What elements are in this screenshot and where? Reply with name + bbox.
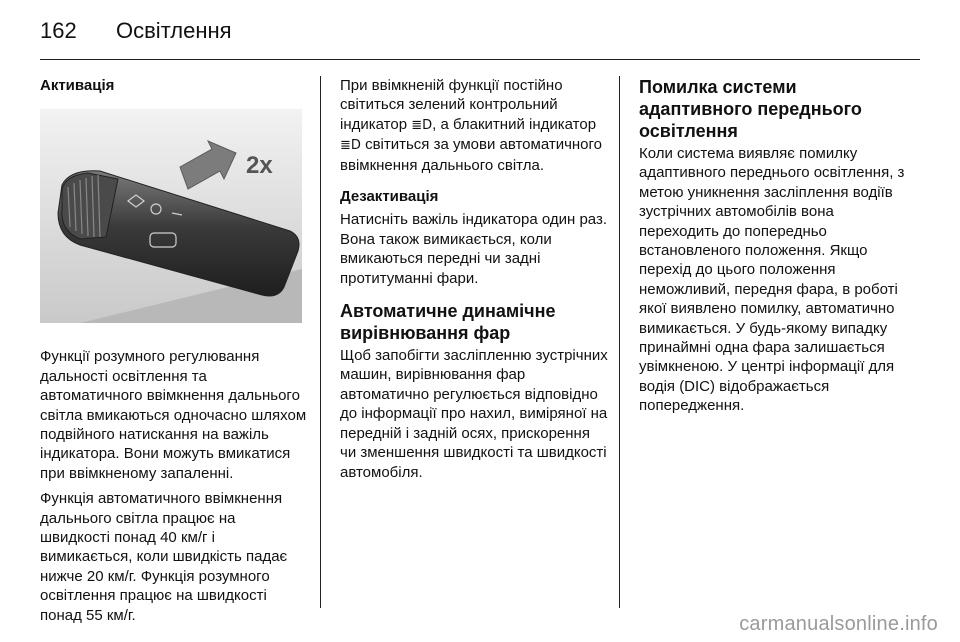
section-title: Автоматичне динамічне вирівнювання фар xyxy=(340,301,556,344)
paragraph: Коли система виявляє помилку адаптивного переднього освітлення, з метою уникнення засліплення водіїв зустрічних автомобілів вона переходить до попередньо встановленого положення. Якщо перехід до цього положення неможливий, передня фара, в роботі якої виявлено помилку, автоматично вимикається. У будь-якому випадку принаймні одна фара залишається увімкненою. У центрі інформації для водія (DIC) відображається попередження. xyxy=(639,145,905,415)
paragraph: Функція автоматичного ввімкнення дальнього світла працює на швидкості понад 40 км/г і вимикається, коли швидкість падає нижче 20 км/г. Функція розумного освітлення працює на швидкості понад 55 км/г. xyxy=(40,490,288,624)
stalk-illustration xyxy=(40,109,302,323)
column-divider-1 xyxy=(320,76,321,608)
activation-heading: Активація xyxy=(40,77,115,94)
page-title: Освітлення xyxy=(116,18,232,43)
paragraph: При ввімкненій функції постійно світиться зелений контрольний індикатор ≣D, а блакитний індикатор ≣D світиться за умови автоматичного ввімкнення дальнього світла. xyxy=(340,77,603,174)
high-beam-indicator-icon: ≣D xyxy=(411,117,433,133)
page-number: 162 xyxy=(40,18,77,43)
column-divider-2 xyxy=(619,76,620,608)
paragraph: Щоб запобігти засліпленню зустрічних машин, вирівнювання фар автоматично регулюється відповідно до інформації про нахил, виміряної на передній і задній осях, прискорення чи зменшення швидкості та швидкості автомобіля. xyxy=(340,347,608,481)
deactivation-heading: Дезактивація xyxy=(340,188,439,206)
high-beam-indicator-icon: ≣D xyxy=(340,138,361,154)
figure-label: 2x xyxy=(246,152,273,180)
header-divider xyxy=(40,59,920,60)
paragraph: Функції розумного регулювання дальності освітлення та автоматичного ввімкнення дальнього світла вмикаються одночасно шляхом подвійного натискання на важіль індикатора. Вони можуть вмикатися при ввімкненому запаленні. xyxy=(40,348,307,482)
column-left xyxy=(40,76,308,631)
column-middle xyxy=(340,76,608,488)
paragraph: Натисніть важіль індикатора один раз. Вона також вимикається, коли вмикаються передні чи задні протитуманні фари. xyxy=(340,211,608,287)
section-title: Помилка системи адаптивного переднього освітлення xyxy=(639,77,862,141)
watermark: carmanualsonline.info xyxy=(739,613,938,635)
page-header xyxy=(40,16,920,60)
column-right xyxy=(639,76,909,422)
